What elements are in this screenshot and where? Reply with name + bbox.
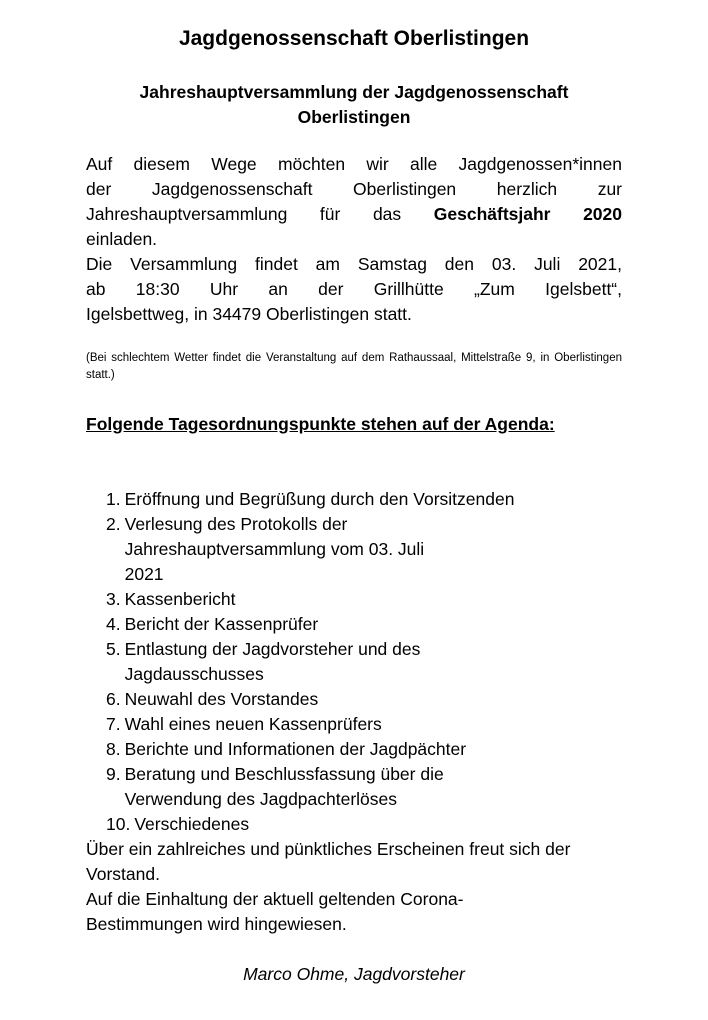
agenda-item — [106, 612, 646, 637]
meeting-line-2: ab 18:30 Uhr an der Grillhütte „Zum Igelsbett“, — [86, 279, 622, 299]
agenda-item — [106, 512, 646, 587]
meeting-line-3: Igelsbettweg, in 34479 Oberlistingen statt. — [86, 304, 412, 324]
invitation-line-2: der Jagdgenossenschaft Oberlistingen herzlich zur — [86, 179, 622, 199]
document-title: Jagdgenossenschaft Oberlistingen — [178, 27, 530, 50]
fiscal-year: Geschäftsjahr 2020 — [433, 204, 622, 224]
invitation-text — [86, 152, 622, 327]
agenda-item — [106, 737, 646, 762]
agenda-item — [106, 487, 646, 512]
agenda-list — [106, 487, 646, 837]
agenda-item — [106, 587, 646, 612]
closing-text — [86, 837, 622, 937]
invitation-line-3 — [86, 202, 622, 227]
agenda-item-text: Wahl eines neuen Kassenprüfers — [124, 714, 382, 734]
agenda-item-number: 9. — [106, 764, 121, 784]
closing-paragraph-1: Über ein zahlreiches und pünktliches Erscheinen freut sich der Vorstand. — [86, 839, 571, 884]
agenda-item-text: Neuwahl des Vorstandes — [124, 689, 319, 709]
agenda-item-number: 2. — [106, 514, 121, 534]
agenda-item-text: Bericht der Kassenprüfer — [124, 614, 319, 634]
agenda-item — [106, 812, 646, 837]
invitation-line-4: einladen. — [86, 229, 158, 249]
agenda-item-number: 8. — [106, 739, 121, 759]
invitation-line-3-prefix: Jahreshauptversammlung für das — [86, 204, 402, 224]
agenda-item-number: 6. — [106, 689, 121, 709]
agenda-item-number: 10. — [106, 814, 131, 834]
agenda-item-number: 4. — [106, 614, 121, 634]
agenda-item-text: Berichte und Informationen der Jagdpächter — [124, 739, 467, 759]
agenda-item — [106, 687, 646, 712]
meeting-line-1: Die Versammlung findet am Samstag den 03. Juli 2021, — [86, 254, 622, 274]
agenda-item — [106, 637, 646, 687]
agenda-item — [106, 762, 646, 812]
agenda-item — [106, 712, 646, 737]
agenda-item-text: Eröffnung und Begrüßung durch den Vorsitzenden — [124, 489, 515, 509]
agenda-item-text: Verschiedenes — [134, 814, 250, 834]
agenda-item-text: Kassenbericht — [124, 589, 236, 609]
agenda-heading: Folgende Tagesordnungspunkte stehen auf der Agenda: — [86, 414, 555, 434]
agenda-item-text: Beratung und Beschlussfassung über die Verwendung des Jagdpachterlöses — [124, 764, 444, 809]
closing-paragraph-2: Auf die Einhaltung der aktuell geltenden Corona-Bestimmungen wird hingewiesen. — [86, 889, 464, 934]
invitation-line-1: Auf diesem Wege möchten wir alle Jagdgenossen*innen — [86, 154, 622, 174]
document-subtitle: Jahreshauptversammlung der Jagdgenossenschaft Oberlistingen — [139, 82, 569, 127]
agenda-item-number: 3. — [106, 589, 121, 609]
signature: Marco Ohme, Jagdvorsteher — [243, 964, 465, 984]
agenda-item-number: 1. — [106, 489, 121, 509]
agenda-item-text: Entlastung der Jagdvorsteher und des Jagdausschusses — [124, 639, 421, 684]
agenda-item-number: 5. — [106, 639, 121, 659]
agenda-item-number: 7. — [106, 714, 121, 734]
weather-note: (Bei schlechtem Wetter findet die Veranstaltung auf dem Rathaussaal, Mittelstraße 9, in Oberlistingen statt.) — [86, 352, 622, 381]
agenda-item-text: Verlesung des Protokolls der Jahreshauptversammlung vom 03. Juli 2021 — [124, 514, 425, 584]
